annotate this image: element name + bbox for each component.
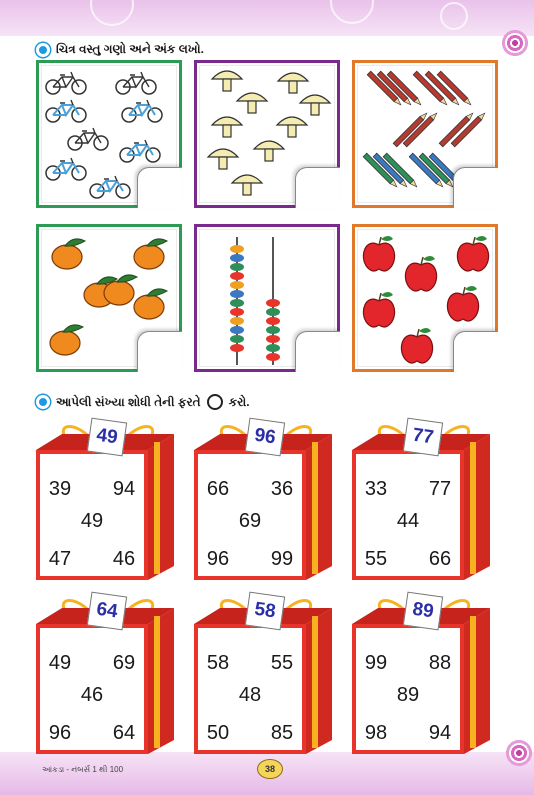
find-instruction [36,394,250,410]
gift-number[interactable]: 49 [80,510,104,532]
gift-number[interactable]: 46 [80,684,104,706]
gift-number[interactable]: 46 [112,548,136,570]
footer-book-title: આંકડા - નંબર્સ 1 થી 100 [42,765,124,774]
gift-target-tag: 77 [403,418,443,457]
bottom-right-rings [504,738,534,768]
answer-box[interactable] [137,167,182,208]
answer-box[interactable] [137,331,182,372]
gift-box-2 [194,420,340,580]
gift-number[interactable]: 98 [364,722,388,744]
top-swirl [440,2,468,30]
gift-number[interactable]: 66 [206,478,230,500]
gift-number[interactable]: 85 [270,722,294,744]
gift-number[interactable]: 94 [112,478,136,500]
count-card-abacus [194,224,340,372]
gift-number[interactable]: 55 [364,548,388,570]
gift-number[interactable]: 88 [428,652,452,674]
find-instruction-prefix: આપેલી સંખ્યા શોધી તેની ફરતે [56,394,201,409]
answer-box[interactable] [453,331,498,372]
bullet-icon [36,43,50,57]
count-card-apples [352,224,498,372]
gift-number[interactable]: 44 [396,510,420,532]
gift-target-tag: 49 [87,418,127,457]
count-card-mushrooms [194,60,340,208]
gift-number[interactable]: 66 [428,548,452,570]
gift-number[interactable]: 50 [206,722,230,744]
count-instruction [36,42,204,57]
gift-number[interactable]: 77 [428,478,452,500]
gift-number[interactable]: 99 [364,652,388,674]
gift-number[interactable]: 89 [396,684,420,706]
gift-box-4 [36,594,182,754]
answer-box[interactable] [453,167,498,208]
gift-number[interactable]: 36 [270,478,294,500]
bullet-icon [36,395,50,409]
gift-number[interactable]: 47 [48,548,72,570]
count-card-bicycles [36,60,182,208]
gift-target-tag: 58 [245,592,285,631]
find-instruction-suffix: કરો. [228,394,250,409]
count-card-pencils [352,60,498,208]
gift-target-tag: 64 [87,592,127,631]
count-card-mangoes [36,224,182,372]
gift-number[interactable]: 39 [48,478,72,500]
gift-number[interactable]: 69 [112,652,136,674]
gift-number[interactable]: 96 [48,722,72,744]
gift-number[interactable]: 99 [270,548,294,570]
gift-number[interactable]: 69 [238,510,262,532]
gift-number[interactable]: 55 [270,652,294,674]
gift-box-6 [352,594,498,754]
gift-target-tag: 89 [403,592,443,631]
answer-box[interactable] [295,167,340,208]
gift-number[interactable]: 96 [206,548,230,570]
gift-box-3 [352,420,498,580]
gift-number[interactable]: 49 [48,652,72,674]
gift-box-1 [36,420,182,580]
gift-number[interactable]: 48 [238,684,262,706]
gift-number[interactable]: 94 [428,722,452,744]
gift-target-tag: 96 [245,418,285,457]
top-right-rings [500,28,530,58]
page-number: 38 [257,759,283,779]
gift-number[interactable]: 64 [112,722,136,744]
gift-number[interactable]: 58 [206,652,230,674]
count-instruction-text: ચિત્ર વસ્તુ ગણો અને અંક લખો. [56,42,204,56]
answer-box[interactable] [295,331,340,372]
gift-number[interactable]: 33 [364,478,388,500]
circle-icon [207,394,223,410]
gift-box-5 [194,594,340,754]
